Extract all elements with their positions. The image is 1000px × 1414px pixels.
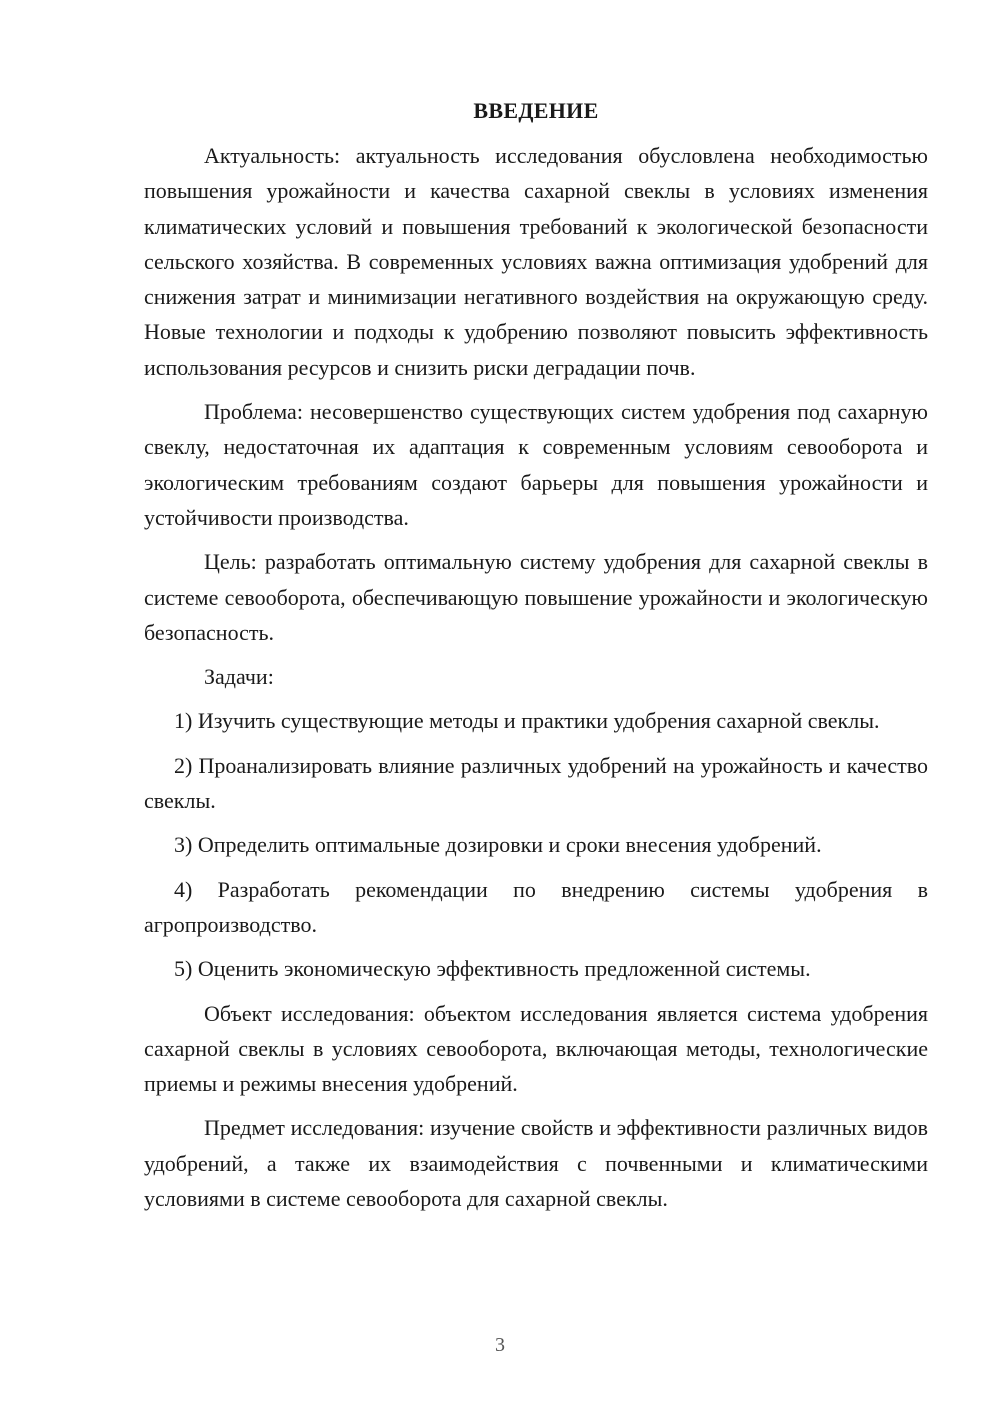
document-page <box>144 96 928 1216</box>
task-item-5: 5) Оценить экономическую эффективность предложенной системы. <box>174 956 811 982</box>
task-item-1: 1) Изучить существующие методы и практики удобрения сахарной свеклы. <box>174 708 880 734</box>
task-item-3: 3) Определить оптимальные дозировки и сроки внесения удобрений. <box>174 832 822 858</box>
object-paragraph: Объект исследования: объектом исследования является система удобрения сахарной свеклы в условиях севооборота, включающая методы, технологические приемы и режимы внесения удобрений. <box>144 1000 928 1097</box>
problem-paragraph: Проблема: несовершенство существующих систем удобрения под сахарную свеклу, недостаточная их адаптация к современным условиям севооборота и экологическим требованиям создают барьеры для повышения урожайности и устойчивости производства. <box>144 399 928 530</box>
relevance-paragraph: Актуальность: актуальность исследования обусловлена необходимостью повышения урожайности и качества сахарной свеклы в условиях изменения климатических условий и повышения требований к экологической безопасности сельского хозяйства. В современных условиях важна оптимизация удобрений для снижения затрат и минимизации негативного воздействия на окружающую среду. Новые технологии и подходы к удобрению позволяют повысить эффективность использования ресурсов и снизить риски деградации почв. <box>144 143 928 380</box>
task-item-2: 2) Проанализировать влияние различных удобрений на урожайность и качество свеклы. <box>144 752 928 814</box>
task-item-4: 4) Разработать рекомендации по внедрению системы удобрения в агропроизводство. <box>144 876 928 937</box>
section-heading: ВВЕДЕНИЕ <box>473 98 599 123</box>
goal-paragraph: Цель: разработать оптимальную систему удобрения для сахарной свеклы в системе севооборота, обеспечивающую повышение урожайности и экологическую безопасность. <box>144 549 928 645</box>
page-number: 3 <box>495 1334 505 1356</box>
subject-paragraph: Предмет исследования: изучение свойств и эффективности различных видов удобрений, а также их взаимодействия с почвенными и климатическими условиями в системе севооборота для сахарной свеклы. <box>144 1115 928 1212</box>
tasks-title: Задачи: <box>204 664 274 690</box>
